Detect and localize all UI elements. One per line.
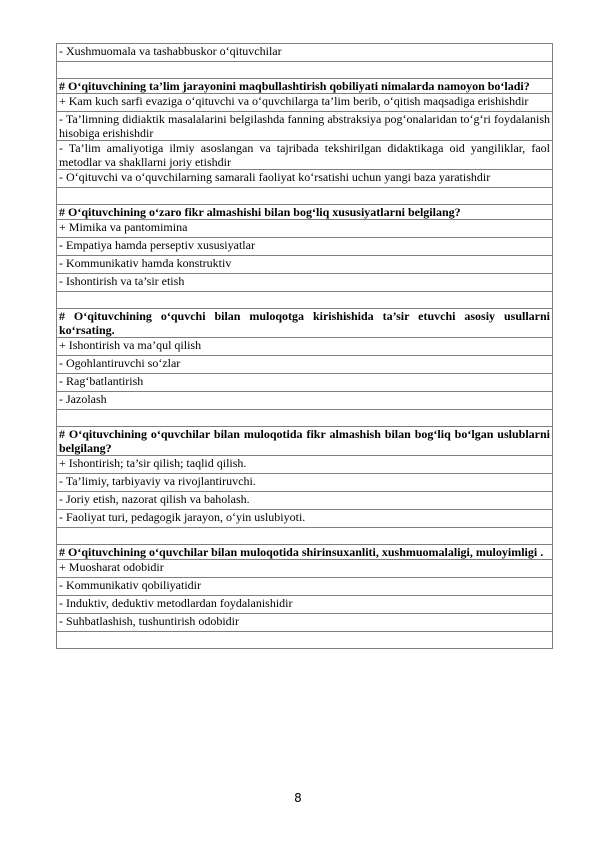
answer-row (57, 356, 553, 374)
spacer-row (57, 62, 553, 79)
answer-option: + Ishontirish; ta’sir qilish; taqlid qilish. (57, 456, 553, 474)
question-row (57, 205, 553, 220)
answer-option: - Induktiv, deduktiv metodlardan foydalanishidir (57, 596, 553, 614)
test-table-container (56, 43, 553, 649)
spacer-row (57, 528, 553, 545)
question-row (57, 309, 553, 338)
answer-row (57, 141, 553, 170)
answer-row (57, 560, 553, 578)
answer-option: + Ishontirish va ma’qul qilish (57, 338, 553, 356)
answer-row (57, 220, 553, 238)
answer-row (57, 614, 553, 632)
empty-cell (57, 188, 553, 205)
spacer-row (57, 292, 553, 309)
answer-option: - Rag‘batlantirish (57, 374, 553, 392)
answer-option: - Ishontirish va ta’sir etish (57, 274, 553, 292)
answer-row (57, 238, 553, 256)
question-text: # O‘qituvchining o‘quvchilar bilan muloqotida shirinsuxanliti, xushmuomalaligi, muloyimligi . (57, 545, 553, 560)
answer-option: - Ogohlantiruvchi so‘zlar (57, 356, 553, 374)
answer-row (57, 274, 553, 292)
answer-row (57, 170, 553, 188)
spacer-row (57, 410, 553, 427)
answer-option: - Suhbatlashish, tushuntirish odobidir (57, 614, 553, 632)
answer-option: - Kommunikativ qobiliyatidir (57, 578, 553, 596)
answer-option: - Ta’limning didiaktik masalalarini belgilashda fanning abstraksiya pog‘onalaridan to‘g‘ri foydalanish hisobiga erishishdir (57, 112, 553, 141)
answer-option: - Xushmuomala va tashabbuskor o‘qituvchilar (57, 44, 553, 62)
answer-row (57, 456, 553, 474)
empty-cell (57, 632, 553, 649)
empty-cell (57, 410, 553, 427)
test-questions-table (56, 43, 553, 649)
answer-row (57, 474, 553, 492)
question-text: # O‘qituvchining o‘zaro fikr almashishi bilan bog‘liq xususiyatlarni belgilang? (57, 205, 553, 220)
empty-cell (57, 528, 553, 545)
answer-option: + Muosharat odobidir (57, 560, 553, 578)
answer-option: - Joriy etish, nazorat qilish va baholash. (57, 492, 553, 510)
answer-row (57, 374, 553, 392)
answer-row (57, 256, 553, 274)
empty-cell (57, 292, 553, 309)
answer-option: - Ta’limiy, tarbiyaviy va rivojlantiruvchi. (57, 474, 553, 492)
answer-row (57, 338, 553, 356)
table-body (57, 44, 553, 649)
page-number: 8 (294, 791, 302, 805)
question-text: # O‘qituvchining o‘quvchilar bilan muloqotida fikr almashish bilan bog‘liq bo‘lgan uslublarni belgilang? (57, 427, 553, 456)
question-row (57, 79, 553, 94)
answer-row (57, 510, 553, 528)
answer-option: - Kommunikativ hamda konstruktiv (57, 256, 553, 274)
answer-option: - Ta’lim amaliyotiga ilmiy asoslangan va tajribada tekshirilgan didaktikaga oid yangiliklar, faol metodlar va shakllarni joriy etishdir (57, 141, 553, 170)
answer-row (57, 578, 553, 596)
question-text: # O‘qituvchining ta’lim jarayonini maqbullashtirish qobiliyati nimalarda namoyon bo‘ladi? (57, 79, 553, 94)
answer-row (57, 392, 553, 410)
question-row (57, 545, 553, 560)
answer-option: + Mimika va pantomimina (57, 220, 553, 238)
empty-cell (57, 62, 553, 79)
answer-row (57, 94, 553, 112)
spacer-row (57, 188, 553, 205)
spacer-row (57, 632, 553, 649)
answer-option: - Jazolash (57, 392, 553, 410)
answer-row (57, 112, 553, 141)
answer-option: - O‘qituvchi va o‘quvchilarning samarali faoliyat ko‘rsatishi uchun yangi baza yaratishdir (57, 170, 553, 188)
answer-row (57, 596, 553, 614)
answer-option: - Empatiya hamda perseptiv xususiyatlar (57, 238, 553, 256)
question-text: # O‘qituvchining o‘quvchi bilan muloqotga kirishishida ta’sir etuvchi asosiy usullarni ko‘rsating. (57, 309, 553, 338)
answer-row (57, 492, 553, 510)
answer-row (57, 44, 553, 62)
question-row (57, 427, 553, 456)
answer-option: + Kam kuch sarfi evaziga o‘qituvchi va o‘quvchilarga ta’lim berib, o‘qitish maqsadiga erishishdir (57, 94, 553, 112)
answer-option: - Faoliyat turi, pedagogik jarayon, o‘yin uslubiyoti. (57, 510, 553, 528)
